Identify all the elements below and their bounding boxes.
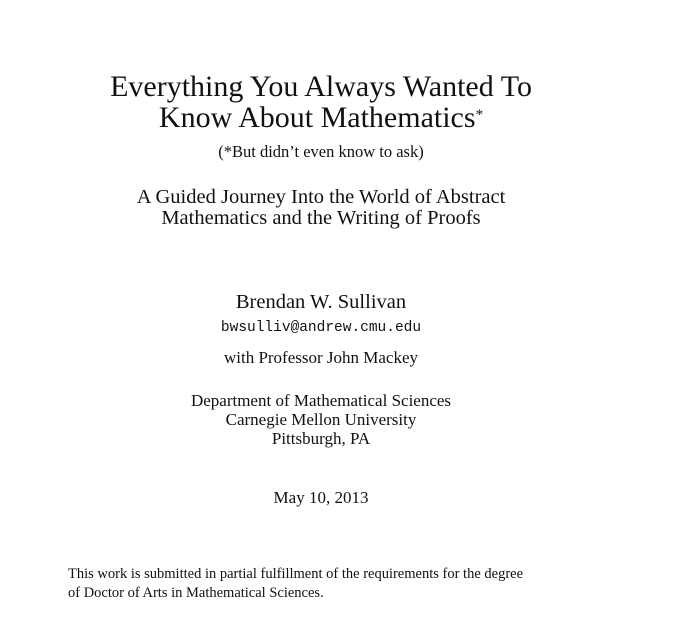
title-line-2 <box>0 101 642 132</box>
author-email: bwsulliv@andrew.cmu.edu <box>220 320 422 336</box>
department: Department of Mathematical Sciences <box>190 391 452 410</box>
title-footnote-marker: * <box>475 107 484 123</box>
document-date: May 10, 2013 <box>273 488 369 507</box>
subtitle-line-2: Mathematics and the Writing of Proofs <box>161 207 481 229</box>
title-line-2-text: Know About Mathematics <box>158 101 476 134</box>
title-subnote: (*But didn’t even know to ask) <box>218 142 424 161</box>
degree-statement-line-1: This work is submitted in partial fulfillment of the requirements for the degree <box>68 566 524 582</box>
title-line-1: Everything You Always Wanted To <box>110 70 532 103</box>
document-title <box>0 72 642 132</box>
degree-statement <box>68 565 628 603</box>
author-name: Brendan W. Sullivan <box>235 291 407 313</box>
affiliation-block <box>0 391 642 448</box>
advisor-line: with Professor John Mackey <box>223 348 419 367</box>
location: Pittsburgh, PA <box>271 429 371 448</box>
degree-statement-line-2: of Doctor of Arts in Mathematical Sciences. <box>68 585 324 601</box>
document-subtitle <box>0 187 642 229</box>
subtitle-line-1: A Guided Journey Into the World of Abstract <box>136 186 506 208</box>
university: Carnegie Mellon University <box>225 410 417 429</box>
